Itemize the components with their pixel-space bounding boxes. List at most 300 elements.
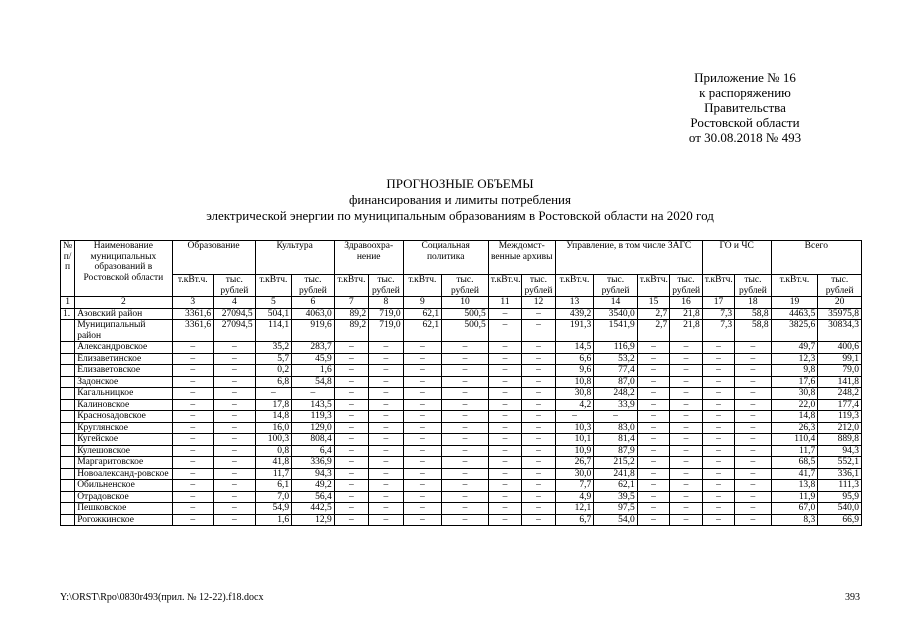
cell-value: – <box>172 468 214 480</box>
header-group-civil-defense: ГО и ЧС <box>702 241 771 275</box>
cell-value: 6,1 <box>255 480 291 492</box>
row-name: Круглянское <box>75 422 172 434</box>
column-number: 20 <box>818 297 862 309</box>
cell-value: 30,8 <box>771 388 818 400</box>
cell-value: – <box>670 365 702 377</box>
header-unit-rub: тыс. рублей <box>594 275 638 297</box>
cell-value: – <box>442 353 489 365</box>
column-number: 3 <box>172 297 214 309</box>
row-name: Краснosадовское <box>75 411 172 423</box>
cell-value: – <box>522 434 555 446</box>
column-number: 13 <box>555 297 594 309</box>
cell-value: – <box>214 422 256 434</box>
cell-value: – <box>735 422 771 434</box>
cell-value: 27094,5 <box>214 308 256 320</box>
cell-value: – <box>637 376 669 388</box>
cell-value: – <box>735 445 771 457</box>
row-index <box>61 353 75 365</box>
header-unit-rub: тыс. рублей <box>670 275 702 297</box>
cell-value: – <box>214 342 256 354</box>
cell-value: – <box>735 434 771 446</box>
cell-value: – <box>442 514 489 526</box>
table-row <box>61 514 862 526</box>
cell-value: 62,1 <box>403 308 442 320</box>
cell-value: – <box>637 399 669 411</box>
table-row <box>61 503 862 515</box>
cell-value: – <box>442 342 489 354</box>
cell-value: 12,9 <box>292 514 335 526</box>
cell-value: – <box>172 353 214 365</box>
cell-value: 26,7 <box>555 457 594 469</box>
cell-value: – <box>702 399 734 411</box>
cell-value: – <box>442 376 489 388</box>
table-row <box>61 411 862 423</box>
cell-value: – <box>442 503 489 515</box>
cell-value: 49,7 <box>771 342 818 354</box>
cell-value: 248,2 <box>594 388 638 400</box>
row-name: Задонское <box>75 376 172 388</box>
cell-value: – <box>214 411 256 423</box>
cell-value: 7,3 <box>702 320 734 342</box>
cell-value: 41,8 <box>255 457 291 469</box>
cell-value: – <box>702 468 734 480</box>
cell-value: 94,3 <box>818 445 862 457</box>
cell-value: – <box>702 411 734 423</box>
cell-value: – <box>334 376 368 388</box>
cell-value: – <box>334 480 368 492</box>
cell-value: – <box>369 514 403 526</box>
cell-value: – <box>522 308 555 320</box>
cell-value: 21,8 <box>670 308 702 320</box>
header-unit-rub: тыс. рублей <box>522 275 555 297</box>
cell-value: – <box>214 503 256 515</box>
cell-value: 1541,9 <box>594 320 638 342</box>
cell-value: 500,5 <box>442 308 489 320</box>
cell-value: – <box>369 376 403 388</box>
cell-value: 14,8 <box>255 411 291 423</box>
header-unit-kwh: т.кВтч. <box>702 275 734 297</box>
cell-value: – <box>735 399 771 411</box>
cell-value: – <box>488 353 521 365</box>
cell-value: – <box>522 353 555 365</box>
row-name: Александровское <box>75 342 172 354</box>
cell-value: 14,8 <box>771 411 818 423</box>
cell-value: 39,5 <box>594 491 638 503</box>
cell-value: – <box>334 457 368 469</box>
cell-value: – <box>403 376 442 388</box>
column-number: 8 <box>369 297 403 309</box>
cell-value: – <box>442 411 489 423</box>
cell-value: – <box>172 422 214 434</box>
cell-value: – <box>403 491 442 503</box>
row-index <box>61 399 75 411</box>
column-number: 11 <box>488 297 521 309</box>
cell-value: – <box>735 365 771 377</box>
cell-value: – <box>403 514 442 526</box>
table-row <box>61 434 862 446</box>
cell-value: – <box>735 353 771 365</box>
row-name: Обильненское <box>75 480 172 492</box>
cell-value: – <box>403 422 442 434</box>
cell-value: – <box>403 503 442 515</box>
header-unit-rub: тыс. рублей <box>214 275 256 297</box>
cell-value: – <box>702 434 734 446</box>
cell-value: – <box>488 503 521 515</box>
column-number: 9 <box>403 297 442 309</box>
header-unit-kwh: т.кВтч. <box>403 275 442 297</box>
cell-value: – <box>522 468 555 480</box>
cell-value: 3361,6 <box>172 320 214 342</box>
cell-value: – <box>637 514 669 526</box>
row-index <box>61 514 75 526</box>
cell-value: 719,0 <box>369 308 403 320</box>
cell-value: – <box>735 503 771 515</box>
cell-value: – <box>334 445 368 457</box>
header-unit-kwh: т.кВтч. <box>255 275 291 297</box>
cell-value: 114,1 <box>255 320 291 342</box>
cell-value: 62,1 <box>594 480 638 492</box>
table-row <box>61 468 862 480</box>
cell-value: – <box>702 503 734 515</box>
cell-value: – <box>172 399 214 411</box>
cell-value: – <box>334 514 368 526</box>
cell-value: – <box>637 388 669 400</box>
cell-value: 6,8 <box>255 376 291 388</box>
cell-value: 97,5 <box>594 503 638 515</box>
cell-value: 83,0 <box>594 422 638 434</box>
cell-value: 442,5 <box>292 503 335 515</box>
appendix-line-4: Ростовской области <box>690 115 800 130</box>
column-number: 18 <box>735 297 771 309</box>
cell-value: 12,1 <box>555 503 594 515</box>
cell-value: – <box>442 468 489 480</box>
table-row <box>61 320 862 342</box>
cell-value: 7,3 <box>702 308 734 320</box>
cell-value: 116,9 <box>594 342 638 354</box>
cell-value: 100,3 <box>255 434 291 446</box>
cell-value: – <box>403 468 442 480</box>
cell-value: 11,7 <box>255 468 291 480</box>
cell-value: – <box>488 388 521 400</box>
row-name: Отрадовское <box>75 491 172 503</box>
header-unit-kwh: т.кВт.ч. <box>555 275 594 297</box>
cell-value: – <box>522 445 555 457</box>
cell-value: – <box>214 376 256 388</box>
cell-value: – <box>522 514 555 526</box>
cell-value: – <box>522 399 555 411</box>
data-table <box>60 240 862 526</box>
cell-value: 110,4 <box>771 434 818 446</box>
cell-value: 89,2 <box>334 308 368 320</box>
cell-value: 11,7 <box>771 445 818 457</box>
cell-value: – <box>522 342 555 354</box>
header-group-social: Социальная политика <box>403 241 488 275</box>
cell-value: 1,6 <box>292 365 335 377</box>
cell-value: – <box>702 353 734 365</box>
row-index <box>61 457 75 469</box>
cell-value: – <box>442 365 489 377</box>
cell-value: – <box>172 365 214 377</box>
cell-value: – <box>334 353 368 365</box>
cell-value: 400,6 <box>818 342 862 354</box>
cell-value: – <box>172 514 214 526</box>
table-row <box>61 422 862 434</box>
cell-value: 283,7 <box>292 342 335 354</box>
cell-value: 0,2 <box>255 365 291 377</box>
cell-value: – <box>442 388 489 400</box>
cell-value: 2,7 <box>637 308 669 320</box>
appendix-line-5: от 30.08.2018 № 493 <box>688 130 802 145</box>
cell-value: – <box>488 422 521 434</box>
header-group-total: Всего <box>771 241 861 275</box>
cell-value: – <box>442 445 489 457</box>
cell-value: – <box>334 342 368 354</box>
cell-value: – <box>522 388 555 400</box>
table-row <box>61 376 862 388</box>
cell-value: 889,8 <box>818 434 862 446</box>
row-name: Маргаритовское <box>75 457 172 469</box>
cell-value: 22,0 <box>771 399 818 411</box>
cell-value: 241,8 <box>594 468 638 480</box>
cell-value: – <box>637 411 669 423</box>
cell-value: – <box>369 365 403 377</box>
cell-value: – <box>735 376 771 388</box>
cell-value: 56,4 <box>292 491 335 503</box>
cell-value: 87,0 <box>594 376 638 388</box>
cell-value: – <box>403 457 442 469</box>
table-row <box>61 388 862 400</box>
row-name: Калиновское <box>75 399 172 411</box>
cell-value: – <box>172 503 214 515</box>
cell-value: – <box>369 342 403 354</box>
cell-value: – <box>488 434 521 446</box>
cell-value: – <box>369 491 403 503</box>
cell-value: – <box>172 376 214 388</box>
cell-value: 119,3 <box>292 411 335 423</box>
header-group-health: Здравоохра-нение <box>334 241 403 275</box>
cell-value: – <box>488 411 521 423</box>
cell-value: – <box>735 388 771 400</box>
cell-value: – <box>334 491 368 503</box>
cell-value: 77,4 <box>594 365 638 377</box>
column-number: 16 <box>670 297 702 309</box>
header-unit-rub: тыс. рублей <box>818 275 862 297</box>
cell-value: – <box>637 342 669 354</box>
cell-value: – <box>214 514 256 526</box>
header-group-education: Образование <box>172 241 255 275</box>
cell-value: – <box>442 491 489 503</box>
header-unit-rub: тыс. рублей <box>442 275 489 297</box>
cell-value: 45,9 <box>292 353 335 365</box>
cell-value: 54,0 <box>594 514 638 526</box>
cell-value: – <box>637 491 669 503</box>
row-index <box>61 411 75 423</box>
cell-value: – <box>403 388 442 400</box>
cell-value: – <box>334 365 368 377</box>
row-index: 1. <box>61 308 75 320</box>
cell-value: 336,1 <box>818 468 862 480</box>
cell-value: – <box>369 468 403 480</box>
cell-value: 500,5 <box>442 320 489 342</box>
cell-value: 35,2 <box>255 342 291 354</box>
cell-value: – <box>735 491 771 503</box>
cell-value: 129,0 <box>292 422 335 434</box>
cell-value: – <box>522 457 555 469</box>
footer-page-number: 393 <box>845 592 860 603</box>
cell-value: – <box>522 491 555 503</box>
cell-value: 27094,5 <box>214 320 256 342</box>
document-title: ПРОГНОЗНЫЕ ОБЪЕМЫ <box>386 176 534 191</box>
cell-value: 14,5 <box>555 342 594 354</box>
cell-value: – <box>334 434 368 446</box>
document-subtitle-1: финансирования и лимиты потребления <box>348 192 571 207</box>
table-row <box>61 308 862 320</box>
cell-value: 94,3 <box>292 468 335 480</box>
cell-value: – <box>488 468 521 480</box>
cell-value: 49,2 <box>292 480 335 492</box>
cell-value: 119,3 <box>818 411 862 423</box>
table-row <box>61 457 862 469</box>
row-name: Азовский район <box>75 308 172 320</box>
cell-value: – <box>214 388 256 400</box>
cell-value: 143,5 <box>292 399 335 411</box>
cell-value: 58,8 <box>735 320 771 342</box>
column-number: 17 <box>702 297 734 309</box>
column-number: 1 <box>61 297 75 309</box>
cell-value: – <box>488 480 521 492</box>
cell-value: – <box>172 434 214 446</box>
cell-value: 248,2 <box>818 388 862 400</box>
cell-value: 53,2 <box>594 353 638 365</box>
cell-value: 4063,0 <box>292 308 335 320</box>
header-unit-kwh: т.кВт.ч. <box>488 275 521 297</box>
header-unit-kwh: т.кВт.ч. <box>771 275 818 297</box>
header-unit-rub: тыс. рублей <box>735 275 771 297</box>
column-number: 12 <box>522 297 555 309</box>
cell-value: – <box>637 434 669 446</box>
cell-value: 7,0 <box>255 491 291 503</box>
cell-value: 95,9 <box>818 491 862 503</box>
row-index <box>61 422 75 434</box>
cell-value: 54,9 <box>255 503 291 515</box>
cell-value: – <box>403 365 442 377</box>
cell-value: – <box>369 457 403 469</box>
cell-value: 215,2 <box>594 457 638 469</box>
cell-value: – <box>637 503 669 515</box>
cell-value: – <box>702 422 734 434</box>
cell-value: 439,2 <box>555 308 594 320</box>
cell-value: – <box>637 445 669 457</box>
cell-value: 66,9 <box>818 514 862 526</box>
table-row <box>61 353 862 365</box>
cell-value: – <box>670 376 702 388</box>
cell-value: 7,7 <box>555 480 594 492</box>
cell-value: 81,4 <box>594 434 638 446</box>
cell-value: – <box>637 468 669 480</box>
row-index <box>61 376 75 388</box>
cell-value: – <box>488 342 521 354</box>
cell-value: 10,3 <box>555 422 594 434</box>
row-index <box>61 320 75 342</box>
cell-value: – <box>735 480 771 492</box>
cell-value: 9,8 <box>771 365 818 377</box>
cell-value: – <box>735 411 771 423</box>
cell-value: – <box>488 445 521 457</box>
cell-value: – <box>637 480 669 492</box>
cell-value: 35975,8 <box>818 308 862 320</box>
header-group-administration: Управление, в том числе ЗАГС <box>555 241 702 275</box>
cell-value: 13,8 <box>771 480 818 492</box>
cell-value: 99,1 <box>818 353 862 365</box>
cell-value: – <box>403 480 442 492</box>
cell-value: 10,8 <box>555 376 594 388</box>
header-unit-rub: тыс. рублей <box>292 275 335 297</box>
cell-value: – <box>403 353 442 365</box>
column-number: 19 <box>771 297 818 309</box>
cell-value: – <box>334 399 368 411</box>
cell-value: – <box>172 480 214 492</box>
cell-value: – <box>670 468 702 480</box>
table-row <box>61 480 862 492</box>
header-number: № п/п <box>61 241 75 297</box>
cell-value: – <box>637 457 669 469</box>
cell-value: – <box>670 399 702 411</box>
cell-value: 141,8 <box>818 376 862 388</box>
table-row <box>61 365 862 377</box>
cell-value: 67,0 <box>771 503 818 515</box>
cell-value: – <box>670 353 702 365</box>
cell-value: – <box>488 491 521 503</box>
cell-value: – <box>442 422 489 434</box>
cell-value: – <box>214 480 256 492</box>
cell-value: 5,7 <box>255 353 291 365</box>
cell-value: 30834,3 <box>818 320 862 342</box>
cell-value: – <box>214 491 256 503</box>
cell-value: 540,0 <box>818 503 862 515</box>
column-number: 14 <box>594 297 638 309</box>
cell-value: 0,8 <box>255 445 291 457</box>
cell-value: 87,9 <box>594 445 638 457</box>
cell-value: – <box>403 399 442 411</box>
header-group-culture: Культура <box>255 241 334 275</box>
cell-value: – <box>369 445 403 457</box>
cell-value: 2,7 <box>637 320 669 342</box>
footer-file-path: Y:\ORST\Rpo\0830r493(прил. № 12-22).f18.docx <box>60 592 264 603</box>
cell-value: – <box>172 388 214 400</box>
cell-value: – <box>369 503 403 515</box>
header-unit-kwh: т.кВтч. <box>637 275 669 297</box>
cell-value: – <box>334 388 368 400</box>
cell-value: – <box>214 365 256 377</box>
cell-value: – <box>214 353 256 365</box>
header-group-archives: Междомст-венные архивы <box>488 241 555 275</box>
cell-value: – <box>670 434 702 446</box>
cell-value: – <box>488 308 521 320</box>
cell-value: – <box>670 480 702 492</box>
cell-value: – <box>214 457 256 469</box>
cell-value: – <box>369 411 403 423</box>
cell-value: – <box>702 342 734 354</box>
cell-value: – <box>172 342 214 354</box>
cell-value: 808,4 <box>292 434 335 446</box>
cell-value: – <box>488 514 521 526</box>
cell-value: – <box>172 457 214 469</box>
column-number: 7 <box>334 297 368 309</box>
cell-value: – <box>702 480 734 492</box>
cell-value: 191,3 <box>555 320 594 342</box>
document-title-block <box>60 176 860 224</box>
column-number: 6 <box>292 297 335 309</box>
